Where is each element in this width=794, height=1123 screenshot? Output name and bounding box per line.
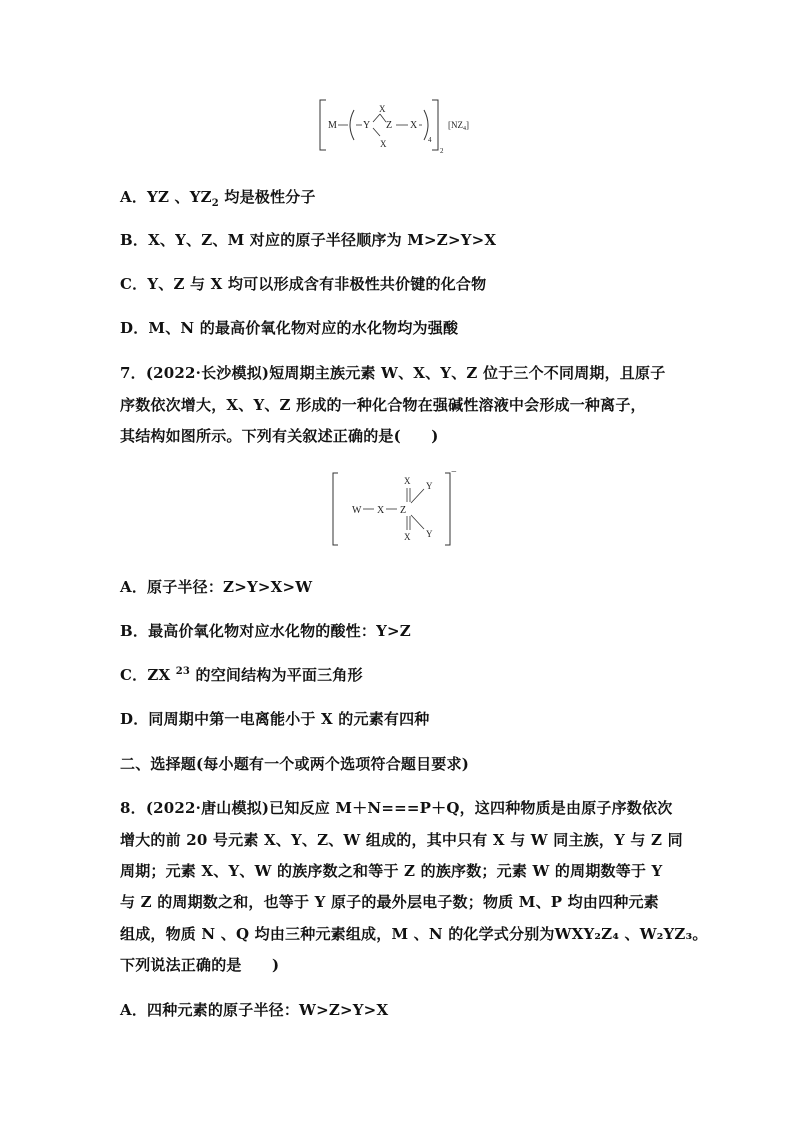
fig1-Z: Z bbox=[386, 120, 393, 131]
fig2-charge: − bbox=[451, 467, 457, 478]
q7-option-c-sup: 23 bbox=[175, 666, 191, 677]
q8-stem-line-2: 增大的前 20 号元素 X、Y、Z、W 组成的，其中只有 X 与 W 同主族，Y 与 Z 同 bbox=[120, 831, 683, 849]
structure-figure-1 bbox=[318, 98, 488, 156]
fig1-X-bottom: X bbox=[380, 139, 387, 149]
fig1-sub4: 4 bbox=[428, 136, 432, 144]
fig1-X-right: X bbox=[410, 120, 418, 131]
q7-option-b: B．最高价氧化物对应水化物的酸性：Y>Z bbox=[120, 622, 411, 640]
q8-stem-line-4: 与 Z 的周期数之和，也等于 Y 原子的最外层电子数；物质 M、P 均由四种元素 bbox=[120, 893, 659, 911]
q8-stem-line-1: 8．(2022·唐山模拟)已知反应 M＋N===P＋Q，这四种物质是由原子序数依次 bbox=[120, 799, 673, 817]
q8-stem-line-3: 周期；元素 X、Y、W 的族序数之和等于 Z 的族序数；元素 W 的周期数等于 Y bbox=[120, 862, 663, 880]
q8-option-a: A．四种元素的原子半径：W>Z>Y>X bbox=[120, 1001, 389, 1019]
q6-option-a-suffix: 均是极性分子 bbox=[218, 188, 316, 206]
q8-stem-line-5-text: 组成，物质 N 、Q 均由三种元素组成，M 、N 的化学式分别为 bbox=[120, 925, 555, 943]
fig2-Z: Z bbox=[400, 505, 407, 516]
q8-stem-line-5 bbox=[120, 923, 708, 944]
q6-option-a-prefix: A．YZ 、YZ bbox=[120, 188, 212, 206]
svg-text:[NZ4] bbox=[448, 120, 469, 132]
fig1-X-top: X bbox=[379, 104, 386, 114]
fig2-Y-top: Y bbox=[426, 481, 433, 491]
fig1-counter-ion-sub: 4 bbox=[463, 126, 466, 132]
fig1-counter-ion-close: ] bbox=[466, 120, 469, 130]
q7-stem-line-3: 其结构如图所示。下列有关叙述正确的是( ) bbox=[120, 427, 439, 445]
fig2-X-top: X bbox=[404, 476, 411, 486]
q6-option-a-sub: 2 bbox=[211, 198, 219, 209]
fig2-X-left: X bbox=[377, 505, 385, 516]
section-heading: 二、选择题(每小题有一个或两个选项符合题目要求) bbox=[120, 755, 469, 773]
fig2-X-bottom: X bbox=[404, 532, 411, 542]
structure-figure-2 bbox=[330, 467, 462, 549]
q6-option-c: C．Y、Z 与 X 均可以形成含有非极性共价键的化合物 bbox=[120, 275, 487, 293]
q7-option-d: D．同周期中第一电离能小于 X 的元素有四种 bbox=[120, 710, 430, 728]
fig1-Y: Y bbox=[363, 120, 371, 131]
q8-stem-line-6: 下列说法正确的是 ) bbox=[120, 956, 280, 974]
q8-formula: WXY₂Z₄ 、W₂YZ₃。 bbox=[554, 925, 708, 943]
q7-option-c-prefix: C．ZX bbox=[120, 666, 176, 684]
q7-option-c-suffix: 的空间结构为平面三角形 bbox=[190, 666, 363, 684]
fig1-counter-ion: [NZ bbox=[448, 120, 463, 130]
fig2-W: W bbox=[352, 505, 362, 516]
fig2-Y-bottom: Y bbox=[426, 529, 433, 539]
q6-option-a bbox=[120, 186, 316, 209]
q6-option-d: D．M、N 的最高价氧化物对应的水化物均为强酸 bbox=[120, 319, 459, 337]
q7-stem-line-1: 7．(2022·长沙模拟)短周期主族元素 W、X、Y、Z 位于三个不同周期，且原子 bbox=[120, 364, 666, 382]
q7-stem-line-2: 序数依次增大，X、Y、Z 形成的一种化合物在强碱性溶液中会形成一种离子， bbox=[120, 396, 646, 414]
q7-option-c bbox=[120, 664, 363, 685]
q6-option-b: B．X、Y、Z、M 对应的原子半径顺序为 M>Z>Y>X bbox=[120, 231, 497, 249]
q7-option-a: A．原子半径：Z>Y>X>W bbox=[120, 578, 313, 596]
fig1-M: M bbox=[328, 120, 337, 131]
fig1-sub2: 2 bbox=[440, 147, 444, 155]
